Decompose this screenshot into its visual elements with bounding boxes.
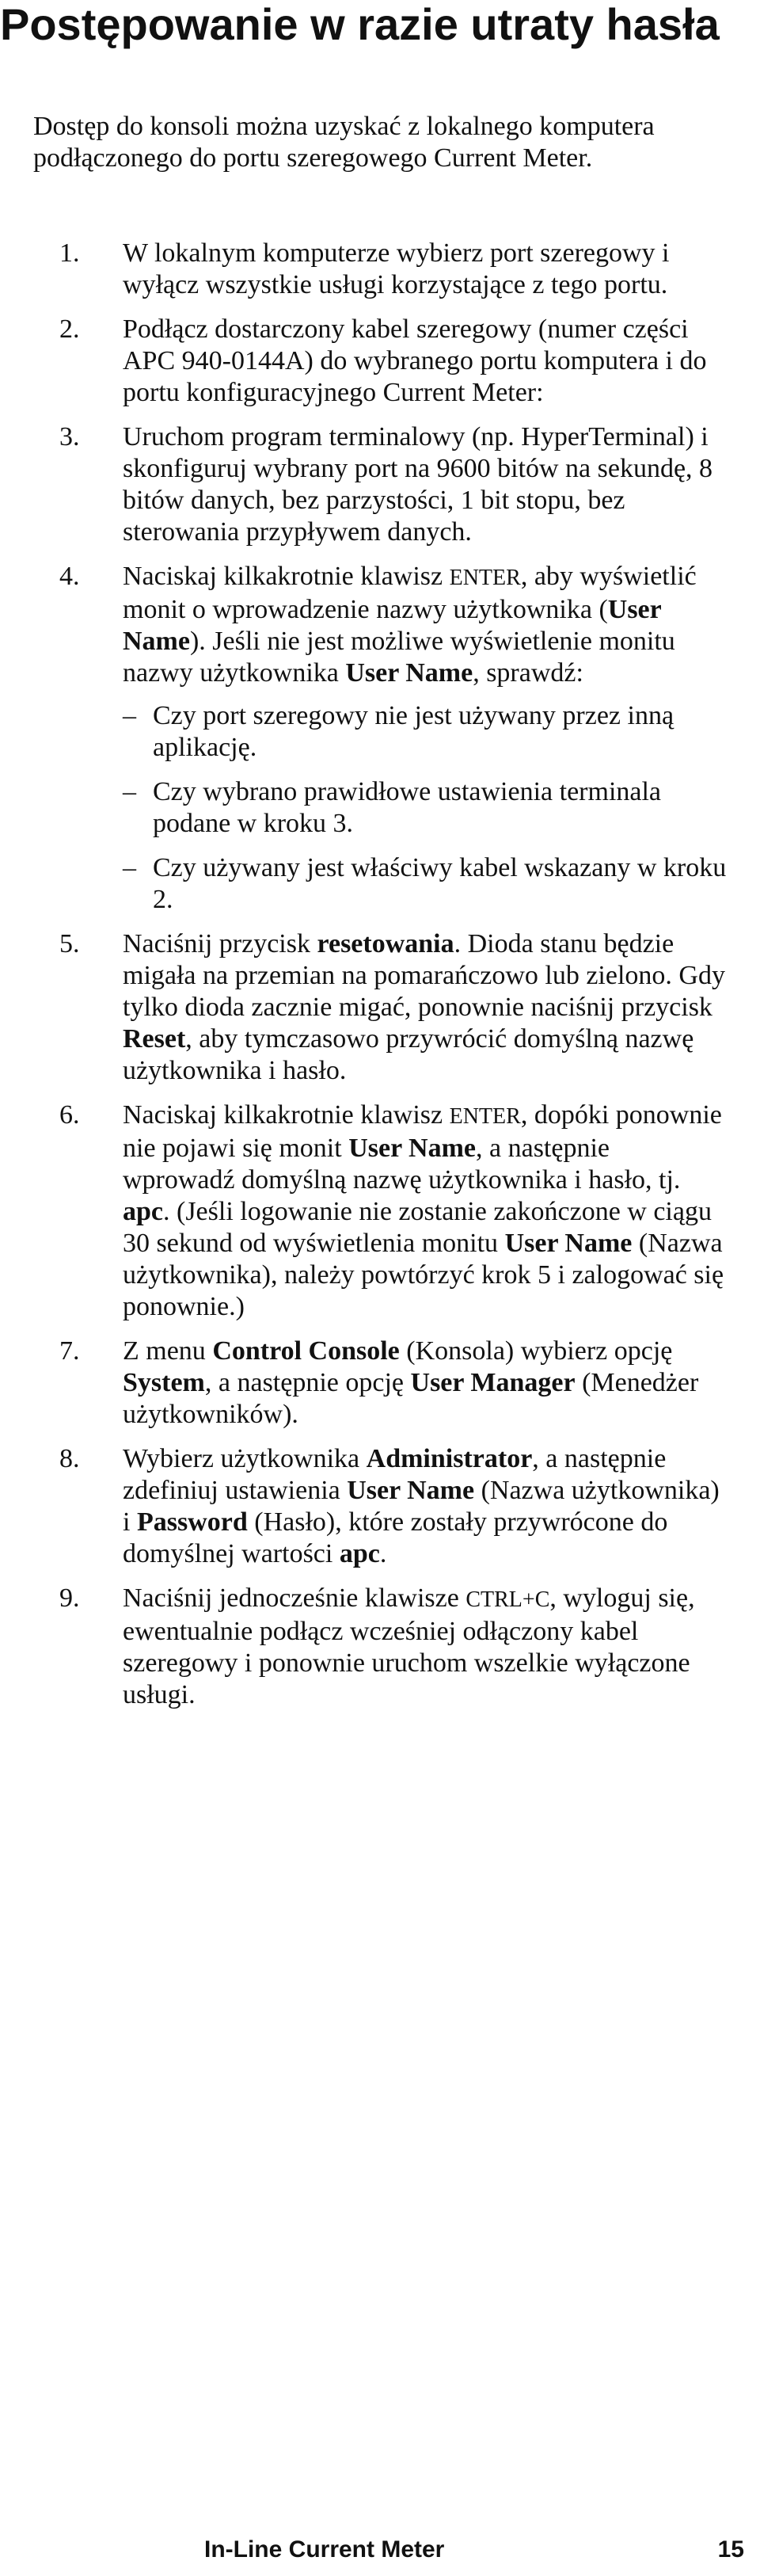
step-text: W lokalnym komputerze wybierz port szeregowy i wyłącz wszystkie usługi korzystające z tego portu. — [123, 238, 670, 299]
step-text: Podłącz dostarczony kabel szeregowy (numer części APC 940-0144A) do wybranego portu komputera i do portu konfiguracyjnego Current Meter: — [123, 314, 707, 407]
step-text: , a następnie opcję — [204, 1368, 411, 1397]
intro-paragraph: Dostęp do konsoli można uzyskać z lokalnego komputera podłączonego do portu szeregowego Current Meter. — [33, 112, 655, 173]
step-text: , aby wyświetlić monit o wprowadzenie nazwy użytkownika ( — [123, 562, 697, 624]
step-4 — [0, 561, 728, 916]
check-item — [123, 700, 728, 764]
step-text: Naciskaj kilkakrotnie klawisz — [123, 1100, 450, 1130]
step-number: 2. — [59, 314, 80, 344]
ui-term: User Name — [504, 1229, 633, 1258]
step-text: Wybierz użytkownika — [123, 1444, 367, 1473]
ui-term: Password — [136, 1507, 248, 1537]
step-text: (Konsola) wybierz opcję — [399, 1336, 673, 1366]
page-number: 15 — [717, 2536, 744, 2563]
step-1 — [0, 238, 728, 301]
step-text: Naciśnij przycisk — [123, 929, 317, 958]
step-5 — [0, 928, 728, 1087]
ui-term: User Name — [347, 1476, 475, 1505]
footer-title: In-Line Current Meter — [204, 2536, 445, 2563]
step-number: 9. — [59, 1583, 80, 1613]
step-number: 1. — [59, 238, 80, 268]
key-name: ENTER — [449, 1104, 521, 1129]
step-text: Uruchom program terminalowy (np. HyperTerminal) i skonfiguruj wybrany port na 9600 bitów na sekundę, 8 bitów danych, bez parzystości, 1 bit stopu, bez sterowania przypływem danych. — [123, 422, 713, 547]
ui-term: Reset — [123, 1024, 186, 1054]
step-text: , wyloguj się, ewentualnie podłącz wcześniej odłączony kabel szeregowy i ponownie uruchom wszelkie wyłączone usługi. — [123, 1583, 695, 1709]
ui-term: User Name — [348, 1134, 477, 1163]
check-text: Czy port szeregowy nie jest używany przez inną aplikację. — [153, 701, 674, 762]
step-text: . (Jeśli logowanie nie zostanie zakończone w ciągu 30 sekund od wyświetlenia monitu — [123, 1197, 712, 1258]
step-text: . Dioda stanu będzie migała na przemian na pomarańczowo lub zielono. Gdy tylko dioda zacznie migać, ponownie naciśnij przycisk — [123, 929, 725, 1022]
ui-term: Control Console — [212, 1336, 400, 1366]
check-text: Czy używany jest właściwy kabel wskazany w kroku 2. — [153, 853, 727, 914]
step-6 — [0, 1099, 728, 1323]
step-text: , aby tymczasowo przywrócić domyślną nazwę użytkownika i hasło. — [123, 1024, 694, 1085]
ui-term: apc — [339, 1539, 380, 1568]
ui-term: resetowania — [317, 929, 454, 958]
step-text: (Menedżer użytkowników). — [123, 1368, 699, 1429]
step-text: ). Jeśli nie jest możliwe wyświetlenie monitu nazwy użytkownika — [123, 627, 675, 688]
step-8 — [0, 1443, 728, 1570]
step-text: Z menu — [123, 1336, 213, 1366]
step-text: , a następnie zdefiniuj ustawienia — [123, 1444, 667, 1505]
step-text: , sprawdź: — [473, 658, 583, 688]
check-item — [123, 852, 728, 916]
step-number: 3. — [59, 422, 80, 452]
key-name: CTRL+C — [466, 1587, 550, 1612]
step-text: (Hasło), które zostały przywrócone do domyślnej wartości — [123, 1507, 668, 1568]
step-3 — [0, 421, 728, 548]
step-text: Naciskaj kilkakrotnie klawisz — [123, 562, 450, 591]
dash-bullet: – — [123, 853, 136, 882]
step-2 — [0, 314, 728, 409]
key-name: ENTER — [449, 566, 521, 590]
step-text: Naciśnij jednocześnie klawisze — [123, 1583, 466, 1613]
ui-term: apc — [123, 1197, 163, 1226]
dash-bullet: – — [123, 701, 136, 730]
step-text: . — [379, 1539, 387, 1568]
step-text: (Nazwa użytkownika) i — [123, 1476, 720, 1537]
ui-term: Administrator — [366, 1444, 533, 1473]
ui-term: User Manager — [410, 1368, 576, 1397]
ui-term: User Name — [345, 658, 473, 688]
step-text: , a następnie wprowadź domyślną nazwę użytkownika i hasło, tj. — [123, 1134, 681, 1195]
step-number: 5. — [59, 929, 80, 958]
check-item — [123, 776, 728, 840]
page-footer — [0, 2532, 760, 2570]
check-list — [123, 700, 728, 916]
step-number: 4. — [59, 562, 80, 591]
step-number: 8. — [59, 1444, 80, 1473]
procedure-steps — [0, 238, 728, 1724]
check-text: Czy wybrano prawidłowe ustawienia terminala podane w kroku 3. — [153, 777, 662, 838]
step-number: 6. — [59, 1100, 80, 1130]
step-9 — [0, 1583, 728, 1711]
step-text: (Nazwa użytkownika), należy powtórzyć krok 5 i zalogować się ponownie.) — [123, 1229, 724, 1321]
dash-bullet: – — [123, 777, 136, 806]
step-number: 7. — [59, 1336, 80, 1366]
ui-term: User Name — [123, 595, 662, 656]
ui-term: System — [123, 1368, 205, 1397]
step-7 — [0, 1336, 728, 1431]
step-text: , dopóki ponownie nie pojawi się monit — [123, 1100, 722, 1163]
page-title: Postępowanie w razie utraty hasła — [0, 0, 720, 49]
